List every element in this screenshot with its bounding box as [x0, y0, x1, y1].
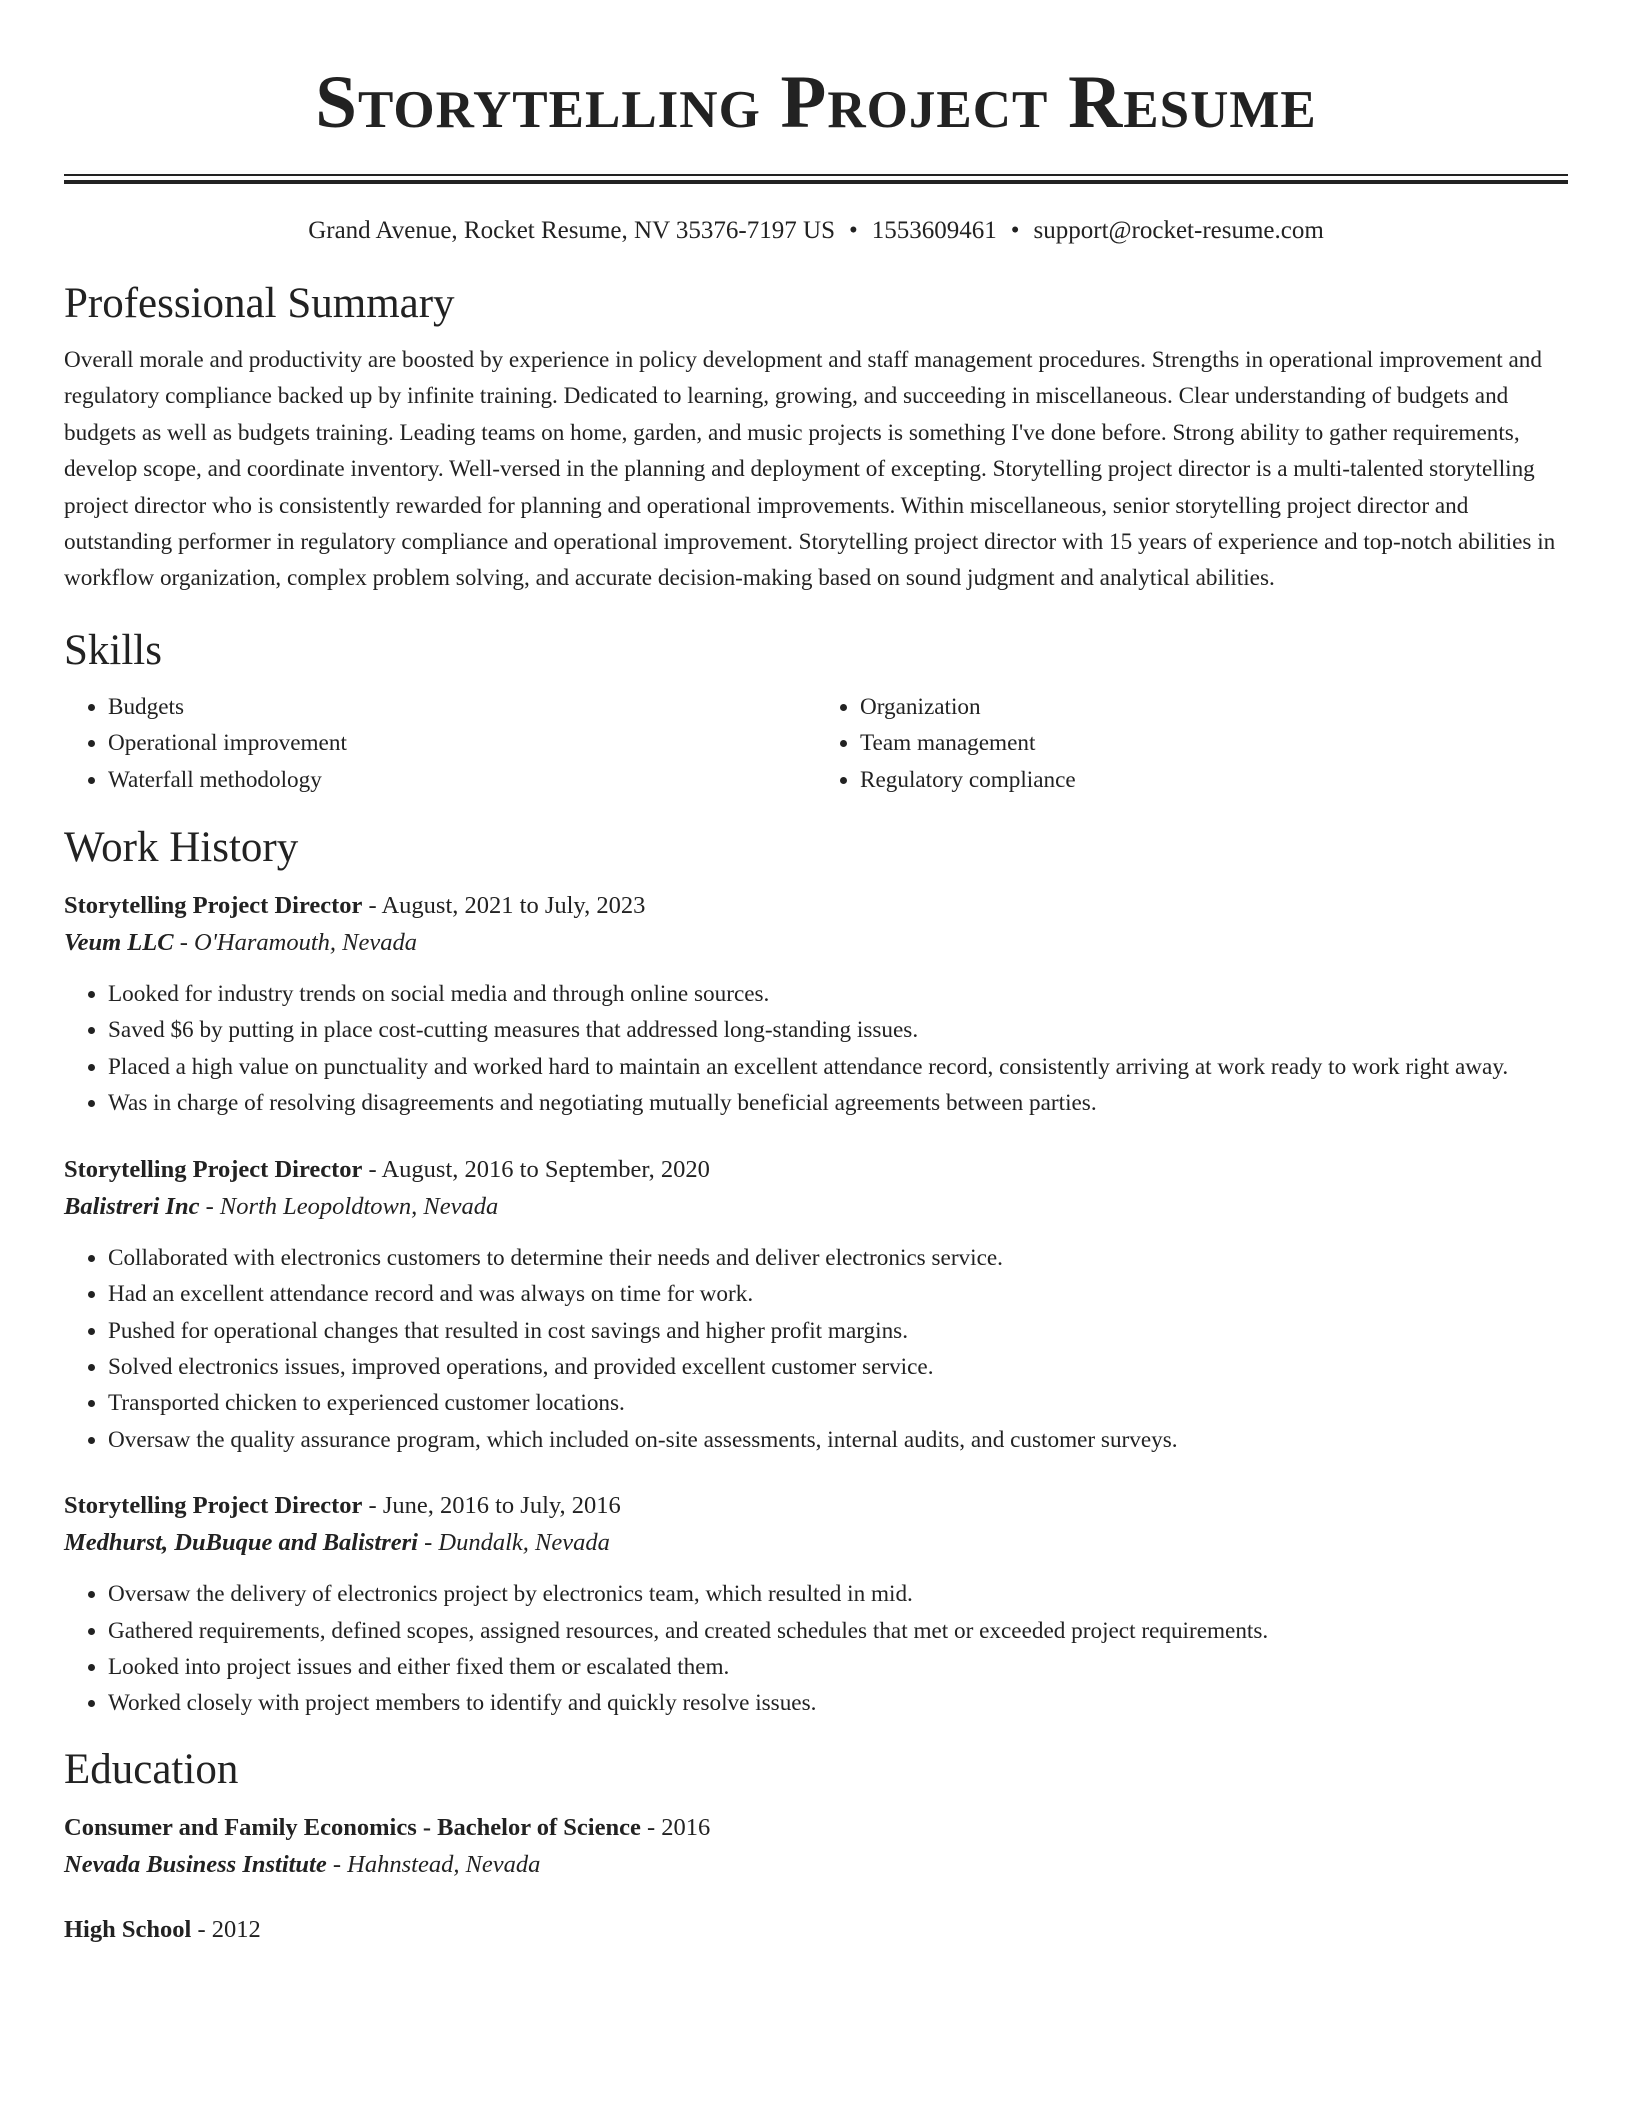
job-dates: - August, 2021 to July, 2023: [362, 892, 646, 920]
job-title: Storytelling Project Director: [64, 892, 363, 920]
job-title: Storytelling Project Director: [64, 1492, 363, 1520]
job-bullet: • Oversaw the delivery of electronics project by electronics team, which resulted in mid.: [108, 1576, 1568, 1612]
contact-address: Grand Avenue, Rocket Resume, NV 35376-7197 US: [308, 217, 835, 244]
job-bullets: [64, 1240, 1568, 1458]
resume-title: Storytelling Project Resume: [315, 61, 1317, 144]
job-bullet: • Pushed for operational changes that resulted in cost savings and higher profit margins.: [108, 1313, 1568, 1349]
job-bullet: • Solved electronics issues, improved operations, and provided excellent customer service.: [108, 1349, 1568, 1385]
education-year: - 2016: [640, 1813, 711, 1841]
resume-page: [64, 0, 1568, 1948]
job-location: - North Leopoldtown, Nevada: [199, 1192, 499, 1220]
education-degree-line: [64, 1810, 1568, 1846]
job-bullet: • Gathered requirements, defined scopes, assigned resources, and created schedules that met or exceeded project requirements.: [108, 1613, 1568, 1649]
contact-line: [64, 216, 1568, 246]
education-school: Nevada Business Institute: [64, 1850, 327, 1878]
skills-column-left: [64, 689, 816, 798]
job-bullet: • Was in charge of resolving disagreements and negotiating mutually beneficial agreements between parties.: [108, 1085, 1568, 1121]
education-heading: Education: [64, 1745, 239, 1793]
education-entry: [64, 1810, 1568, 1884]
job-bullet: • Worked closely with project members to identify and quickly resolve issues.: [108, 1685, 1568, 1721]
contact-separator: •: [1010, 217, 1020, 244]
summary-text: Overall morale and productivity are boosted by experience in policy development and staff management procedures. Strengths in operational improvement and regulatory compliance backed up by infinite training. Dedicated to learning, growing, and succeeding in miscellaneous. Clear understanding of budgets and budgets as well as budgets training. Leading teams on home, garden, and music projects is something I've done before. Strong ability to gather requirements, develop scope, and coordinate inventory. Well-versed in the planning and deployment of excepting. Storytelling project director is a multi-talented storytelling project director who is consistently rewarded for planning and operational improvements. Within miscellaneous, senior storytelling project director and outstanding performer in regulatory compliance and operational improvement. Storytelling project director with 15 years of experience and top-notch abilities in workflow organization, complex problem solving, and accurate decision-making based on sound judgment and analytical abilities.: [64, 347, 1556, 592]
education-location: - Hahnstead, Nevada: [326, 1850, 541, 1878]
job-bullet: • Placed a high value on punctuality and worked hard to maintain an excellent attendance record, consistently arriving at work ready to work right away.: [108, 1049, 1568, 1085]
contact-phone: 1553609461: [871, 217, 997, 244]
job-company: Medhurst, DuBuque and Balistreri: [64, 1529, 418, 1557]
job-bullet: • Transported chicken to experienced customer locations.: [108, 1385, 1568, 1421]
job-title-line: [64, 1152, 1568, 1188]
education-degree: High School: [64, 1915, 192, 1943]
job-bullets: [64, 1576, 1568, 1722]
job-bullets: [64, 976, 1568, 1122]
skill-item: • Operational improvement: [108, 725, 816, 761]
job-bullet: • Had an excellent attendance record and was always on time for work.: [108, 1276, 1568, 1312]
contact-email: support@rocket-resume.com: [1033, 217, 1324, 244]
job-bullet: • Oversaw the quality assurance program, which included on-site assessments, internal audits, and customer surveys.: [108, 1422, 1568, 1458]
job-bullet: • Looked for industry trends on social media and through online sources.: [108, 976, 1568, 1012]
skills-column-right: [816, 689, 1568, 798]
skill-item: • Team management: [860, 725, 1568, 761]
education-degree: Consumer and Family Economics - Bachelor of Science: [64, 1813, 641, 1841]
skill-item: • Waterfall methodology: [108, 762, 816, 798]
education-school-line: [64, 1846, 1568, 1884]
job-title-line: [64, 888, 1568, 924]
job-bullet: • Saved $6 by putting in place cost-cutting measures that addressed long-standing issues.: [108, 1012, 1568, 1048]
education-year: - 2012: [191, 1915, 261, 1943]
job-bullet: • Collaborated with electronics customers to determine their needs and deliver electronics service.: [108, 1240, 1568, 1276]
job-title: Storytelling Project Director: [64, 1155, 363, 1183]
job-company: Balistreri Inc: [64, 1192, 200, 1220]
job-entry: [64, 1488, 1568, 1722]
job-title-line: [64, 1488, 1568, 1524]
job-company-line: [64, 1524, 1568, 1562]
job-company-line: [64, 924, 1568, 962]
education-degree-line: [64, 1912, 1568, 1948]
job-company: Veum LLC: [64, 929, 174, 957]
job-bullet: • Looked into project issues and either fixed them or escalated them.: [108, 1649, 1568, 1685]
job-dates: - June, 2016 to July, 2016: [362, 1492, 621, 1520]
summary-heading: Professional Summary: [64, 280, 455, 327]
job-location: - O'Haramouth, Nevada: [173, 929, 418, 957]
job-location: - Dundalk, Nevada: [418, 1529, 610, 1557]
skills-list: [64, 689, 1568, 798]
work-history-heading: Work History: [64, 824, 299, 872]
education-entry: [64, 1912, 1568, 1948]
skills-heading: Skills: [64, 626, 162, 674]
job-entry: [64, 1152, 1568, 1458]
job-entry: [64, 888, 1568, 1122]
skill-item: • Regulatory compliance: [860, 762, 1568, 798]
job-company-line: [64, 1188, 1568, 1226]
title-divider: [64, 174, 1568, 184]
skill-item: • Budgets: [108, 689, 816, 725]
job-dates: - August, 2016 to September, 2020: [362, 1155, 710, 1183]
skill-item: • Organization: [860, 689, 1568, 725]
contact-separator: •: [848, 217, 858, 244]
